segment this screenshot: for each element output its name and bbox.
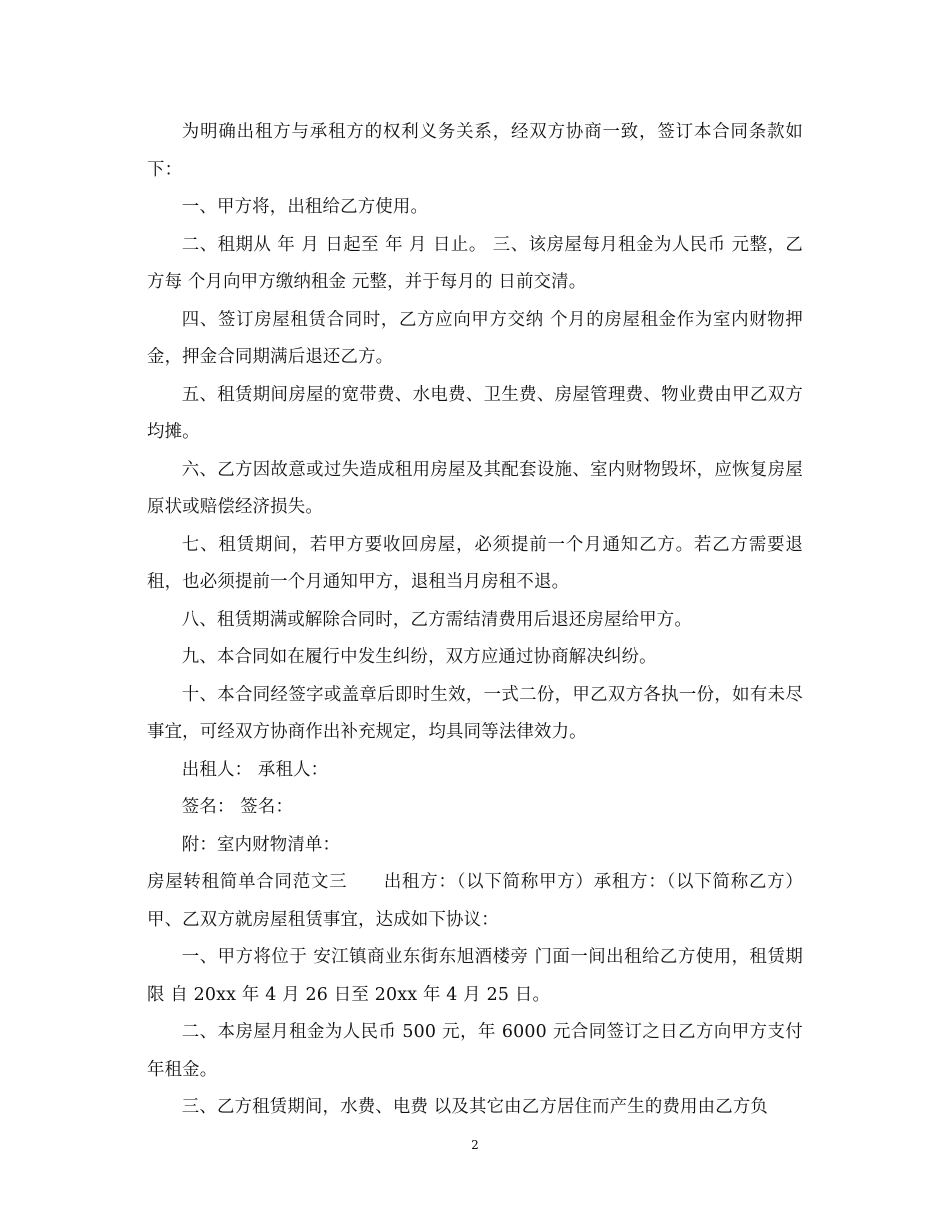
paragraph-clause-1: 一、甲方将，出租给乙方使用。: [181, 197, 429, 217]
signature-names-line: 签名： 签名：: [181, 797, 294, 817]
paragraph-clause-7: 七、租赁期间，若甲方要收回房屋，必须提前一个月通知乙方。若乙方需要退租，也必须提前一个月通知甲方，退租当月房租不退。: [147, 534, 803, 592]
sample-three-clause-1: 一、甲方将位于 安江镇商业东街东旭酒楼旁 门面一间出租给乙方使用，租赁期限 自 20xx 年 4 月 26 日至 20xx 年 4 月 25 日。: [147, 947, 803, 1005]
paragraph-clause-8: 八、租赁期满或解除合同时，乙方需结清费用后退还房屋给甲方。: [181, 609, 692, 630]
document-body: [147, 114, 803, 1127]
paragraph-clause-2-3: 二、租期从 年 月 日起至 年 月 日止。 三、该房屋每月租金为人民币 元整，乙方每 个月向甲方缴纳租金 元整，并于每月的 日前交清。: [147, 234, 803, 292]
paragraph-clause-6: 六、乙方因故意或过失造成租用房屋及其配套设施、室内财物毁坏，应恢复房屋原状或赔偿经济损失。: [147, 459, 803, 517]
sample-three-heading: 房屋转租简单合同范文三 出租方：（以下简称甲方）承租方：（以下简称乙方）甲、乙双方就房屋租赁事宜，达成如下协议：: [147, 872, 803, 930]
paragraph-clause-4: 四、签订房屋租赁合同时，乙方应向甲方交纳 个月的房屋租金作为室内财物押金，押金合同期满后退还乙方。: [147, 309, 803, 367]
paragraph-clause-9: 九、本合同如在履行中发生纠纷，双方应通过协商解决纠纷。: [181, 647, 657, 667]
attachment-line: 附：室内财物清单：: [181, 834, 341, 855]
paragraph-clause-10: 十、本合同经签字或盖章后即时生效，一式二份，甲乙双方各执一份，如有未尽事宜，可经双方协商作出补充规定，均具同等法律效力。: [147, 684, 803, 742]
page-number: 2: [471, 1138, 479, 1152]
paragraph-preamble: 为明确出租方与承租方的权利义务关系，经双方协商一致，签订本合同条款如下：: [147, 122, 803, 180]
sample-three-clause-2: 二、本房屋月租金为人民币 500 元，年 6000 元合同签订之日乙方向甲方支付年租金。: [147, 1022, 803, 1080]
paragraph-clause-5: 五、租赁期间房屋的宽带费、水电费、卫生费、房屋管理费、物业费由甲乙双方均摊。: [147, 384, 803, 442]
sample-three-clause-3: 三、乙方租赁期间，水费、电费 以及其它由乙方居住而产生的费用由乙方负: [181, 1097, 769, 1117]
signature-parties-line: 出租人： 承租人：: [181, 759, 329, 780]
